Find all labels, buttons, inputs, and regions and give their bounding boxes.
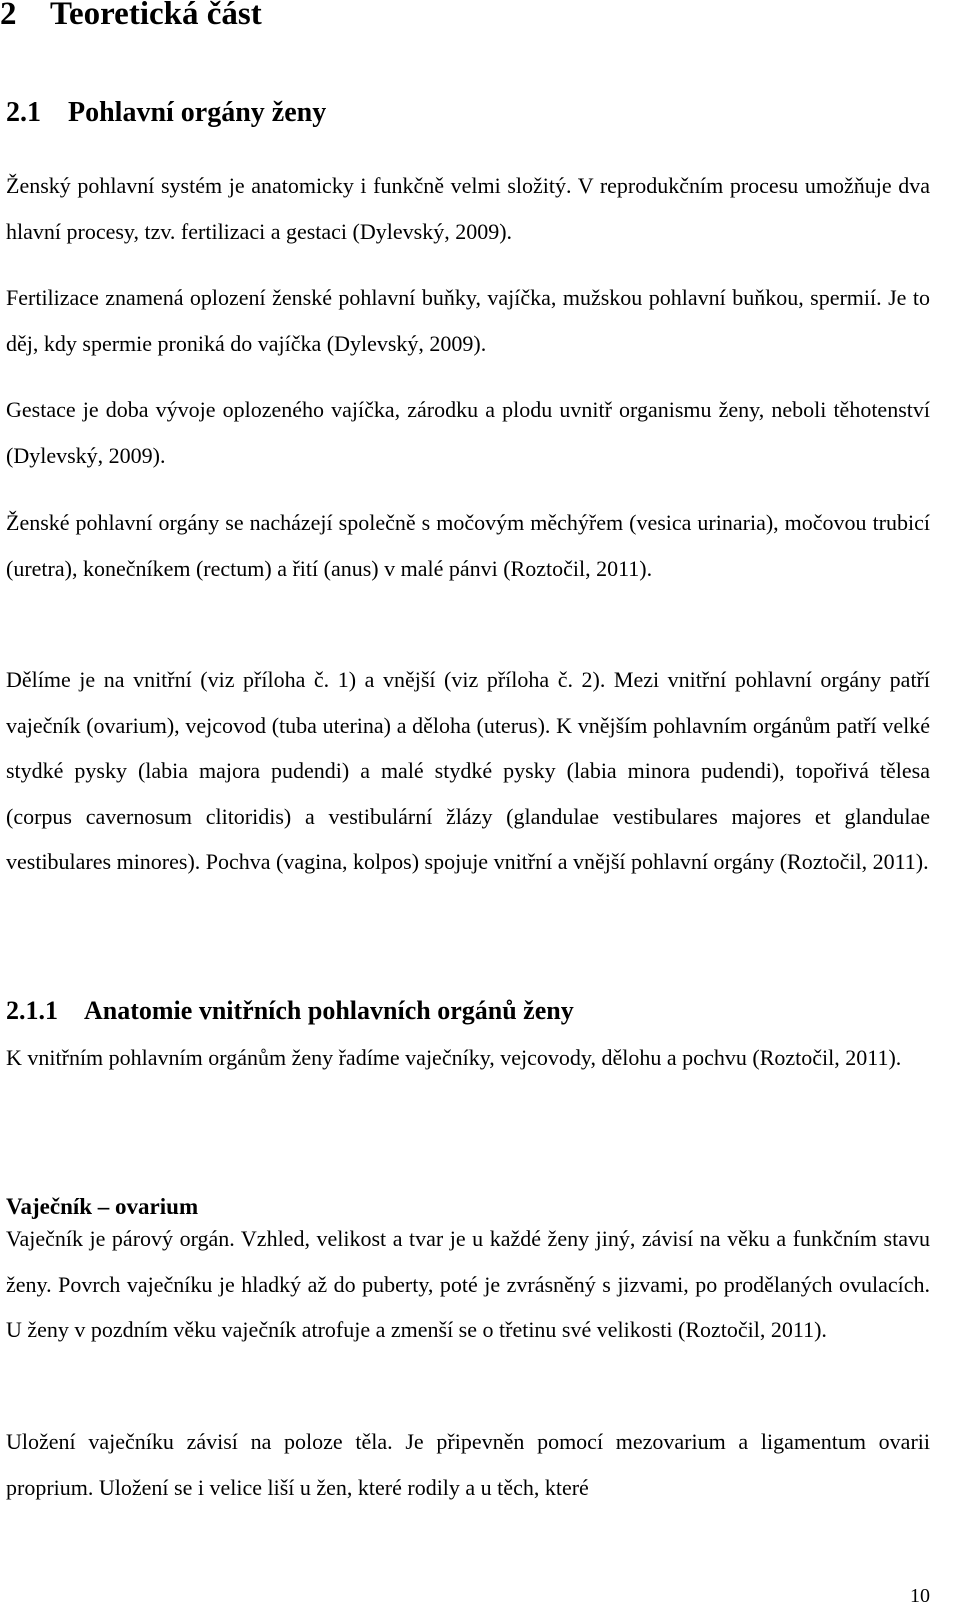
page-number: 10 bbox=[910, 1585, 930, 1607]
subsection-title: Anatomie vnitřních pohlavních orgánů ženy bbox=[84, 996, 574, 1025]
topic-heading: Vaječník – ovarium bbox=[6, 1194, 199, 1219]
section-title: Pohlavní orgány ženy bbox=[68, 97, 327, 128]
paragraph: Ženský pohlavní systém je anatomicky i funkčně velmi složitý. V reprodukčním procesu umožňuje dva hlavní procesy, tzv. fertilizaci a gestaci (Dylevský, 2009). bbox=[6, 173, 930, 244]
chapter-number: 2 bbox=[0, 0, 17, 32]
chapter-title: Teoretická část bbox=[50, 0, 262, 32]
paragraph: Fertilizace znamená oplození ženské pohlavní buňky, vajíčka, mužskou pohlavní buňkou, spermií. Je to děj, kdy spermie proniká do vajíčka (Dylevský, 2009). bbox=[6, 285, 930, 356]
paragraph: Uložení vaječníku závisí na poloze těla. Je připevněn pomocí mezovarium a ligamentum ovarii proprium. Uložení se i velice liší u žen, které rodily a u těch, které bbox=[6, 1429, 930, 1500]
section-heading bbox=[6, 95, 326, 131]
paragraph: Dělíme je na vnitřní (viz příloha č. 1) a vnější (viz příloha č. 2). Mezi vnitřní pohlavní orgány patří vaječník (ovarium), vejcovod (tuba uterina) a děloha (uterus). K vnějším pohlavním orgánům patří velké stydké pysky (labia majora pudendi) a malé stydké pysky (labia minora pudendi), topořivá tělesa (corpus cavernosum clitoridis) a vestibulární žlázy (glandulae vestibulares majores et glandulae vestibulares minores). Pochva (vagina, kolpos) spojuje vnitřní a vnější pohlavní orgány (Roztočil, 2011). bbox=[6, 667, 930, 874]
subsection-heading bbox=[6, 994, 574, 1028]
section-number: 2.1 bbox=[6, 97, 41, 128]
paragraph: Gestace je doba vývoje oplozeného vajíčka, zárodku a plodu uvnitř organismu ženy, neboli těhotenství (Dylevský, 2009). bbox=[6, 397, 930, 468]
paragraph: Vaječník je párový orgán. Vzhled, velikost a tvar je u každé ženy jiný, závisí na věku a funkčním stavu ženy. Povrch vaječníku je hladký až do puberty, poté je zvrásněný s jizvami, po prodělaných ovulacích. U ženy v pozdním věku vaječník atrofuje a zmenší se o třetinu své velikosti (Roztočil, 2011). bbox=[6, 1226, 930, 1342]
paragraph: K vnitřním pohlavním orgánům ženy řadíme vaječníky, vejcovody, dělohu a pochvu (Roztočil, 2011). bbox=[6, 1045, 902, 1070]
paragraph: Ženské pohlavní orgány se nacházejí společně s močovým měchýřem (vesica urinaria), močovou trubicí (uretra), konečníkem (rectum) a řití (anus) v malé pánvi (Roztočil, 2011). bbox=[6, 510, 930, 581]
subsection-number: 2.1.1 bbox=[6, 996, 58, 1025]
chapter-heading bbox=[0, 0, 262, 34]
